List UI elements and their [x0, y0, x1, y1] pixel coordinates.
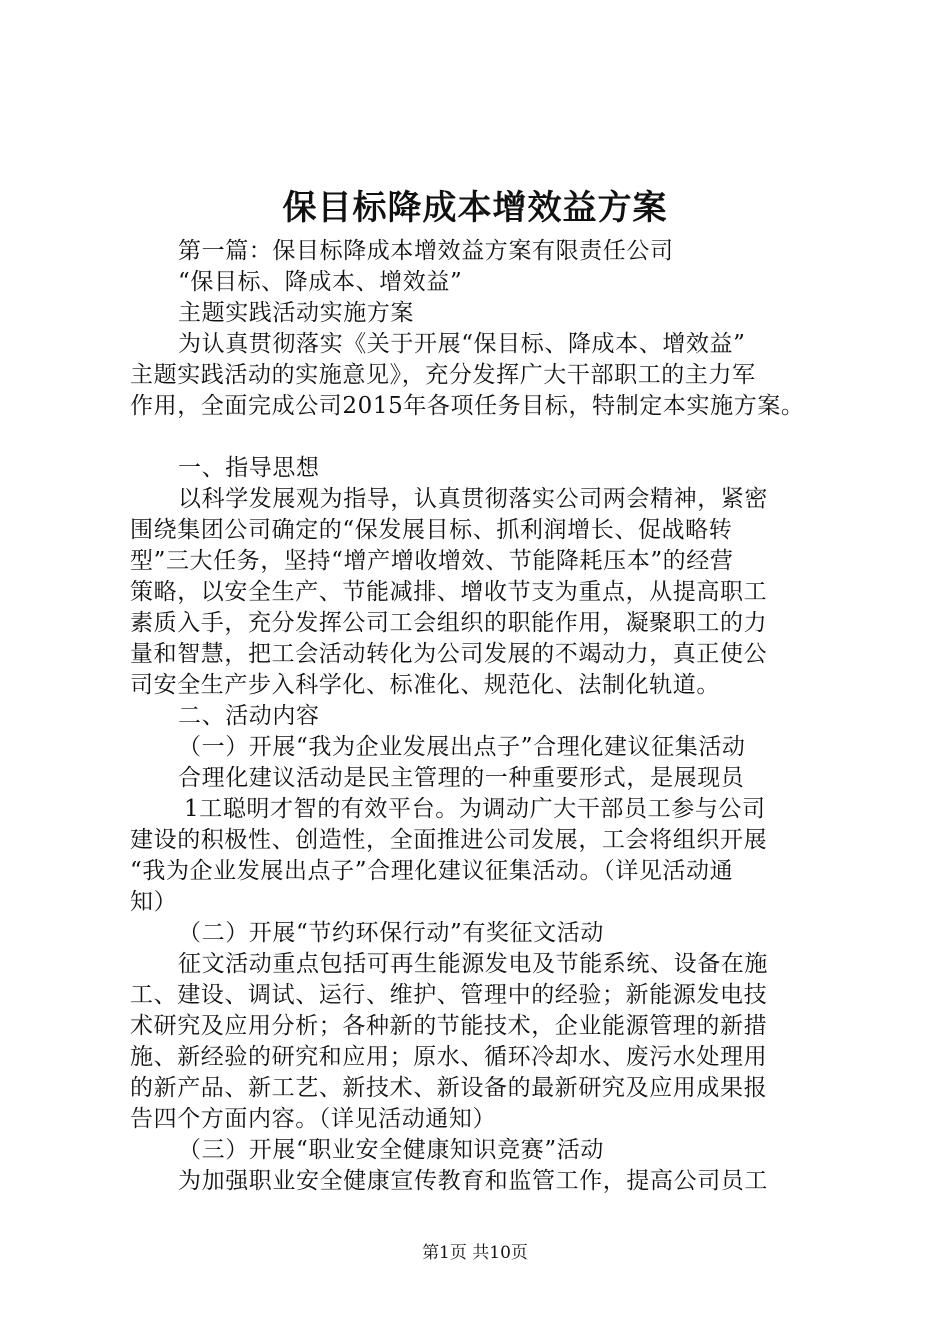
document-body [130, 236, 836, 1197]
blank-line [130, 422, 836, 453]
text-line: 司安全生产步入科学化、标准化、规范化、法制化轨道。 [130, 672, 720, 698]
text-line: 主题实践活动的实施意见》，充分发挥广大干部职工的主力军 [130, 362, 756, 388]
text-line: 知） [130, 889, 178, 915]
text-line: “保目标、降成本、增效益” [178, 269, 463, 295]
text-line: 第一篇：保目标降成本增效益方案有限责任公司 [178, 238, 674, 264]
text-line: 工、建设、调试、运行、维护、管理中的经验；新能源发电技 [130, 982, 768, 1008]
text-line: （一）开展“我为企业发展出点子”合理化建议征集活动 [178, 734, 746, 760]
text-line: 征文活动重点包括可再生能源发电及节能系统、设备在施 [178, 951, 768, 977]
text-line: 型”三大任务，坚持“增产增收增效、节能降耗压本”的经营 [130, 548, 734, 574]
text-line: 建设的积极性、创造性，全面推进公司发展，工会将组织开展 [130, 827, 768, 853]
text-line: 术研究及应用分析；各种新的节能技术，企业能源管理的新措 [130, 1013, 768, 1039]
text-line: 合理化建议活动是民主管理的一种重要形式，是展现员 [178, 765, 745, 791]
text-line: 以科学发展观为指导，认真贯彻落实公司两会精神，紧密 [178, 486, 768, 512]
text-line: （三）开展“职业安全健康知识竞赛”活动 [178, 1137, 604, 1163]
text-line: 二、活动内容 [178, 703, 320, 729]
text-line: 主题实践活动实施方案 [178, 300, 414, 326]
page-footer: 第1页 共10页 [422, 1243, 528, 1263]
text-line: “我为企业发展出点子”合理化建议征集活动。（详见活动通 [130, 858, 734, 884]
text-line: （二）开展“节约环保行动”有奖征文活动 [178, 920, 604, 946]
text-line: 告四个方面内容。（详见活动通知） [130, 1106, 497, 1132]
text-line: 为加强职业安全健康宣传教育和监管工作，提高公司员工 [178, 1168, 768, 1194]
text-line: 的新产品、新工艺、新技术、新设备的最新研究及应用成果报 [130, 1075, 768, 1101]
text-line: 为认真贯彻落实《关于开展“保目标、降成本、增效益” [178, 331, 746, 357]
text-line: 施、新经验的研究和应用；原水、循环冷却水、废污水处理用 [130, 1044, 768, 1070]
text-line: 策略，以安全生产、节能减排、增收节支为重点，从提高职工 [130, 579, 768, 605]
text-line: 一、指导思想 [178, 455, 320, 481]
text-line: 量和智慧，把工会活动转化为公司发展的不竭动力，真正使公 [130, 641, 768, 667]
document-title: 保目标降成本增效益方案 [282, 188, 668, 228]
text-line: 作用，全面完成公司2015年各项任务目标，特制定本实施方案。 [130, 393, 805, 419]
text-line: 素质入手，充分发挥公司工会组织的职能作用，凝聚职工的力 [130, 610, 768, 636]
text-line: 1工聪明才智的有效平台。为调动广大干部员工参与公司 [184, 796, 766, 822]
text-line: 围绕集团公司确定的“保发展目标、抓利润增长、促战略转 [130, 517, 733, 543]
